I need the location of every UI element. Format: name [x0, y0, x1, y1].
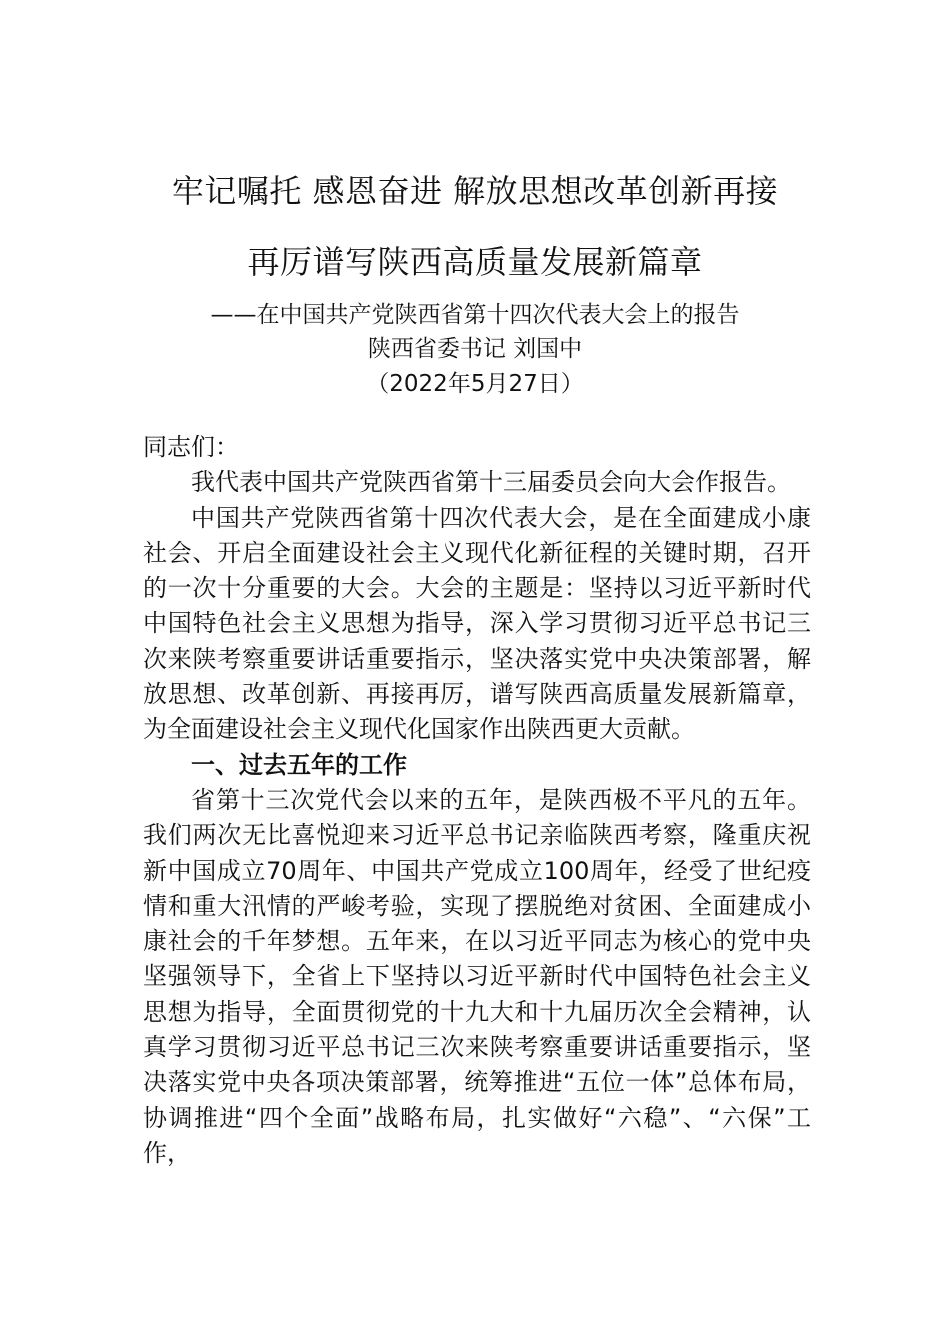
salutation: 同志们：: [143, 433, 239, 461]
date-line: （2022年5月27日）: [366, 371, 584, 397]
paragraph-2: 中国共产党陕西省第十四次代表大会，是在全面建成小康社会、开启全面建设社会主义现代化新征程的关键时期，召开的一次十分重要的大会。大会的主题是：坚持以习近平新时代中国特色社会主义思想为指导，深入学习贯彻习近平总书记三次来陕考察重要讲话重要指示，坚决落实党中央决策部署，解放思想、改革创新、再接再厉，谱写陕西高质量发展新篇章，为全面建设社会主义现代化国家作出陕西更大贡献。: [143, 503, 811, 744]
title-line-2: 再厉谱写陕西高质量发展新篇章: [247, 243, 703, 281]
title-line-1: 牢记嘱托 感恩奋进 解放思想改革创新再接: [171, 172, 779, 210]
paragraph-1: 我代表中国共产党陕西省第十三届委员会向大会作报告。: [191, 468, 791, 497]
subtitle: ——在中国共产党陕西省第十四次代表大会上的报告: [210, 302, 740, 328]
section-paragraph: 省第十三次党代会以来的五年，是陕西极不平凡的五年。我们两次无比喜悦迎来习近平总书记亲临陕西考察，隆重庆祝新中国成立70周年、中国共产党成立100周年，经受了世纪疫情和重大汛情的严峻考验，实现了摆脱绝对贫困、全面建成小康社会的千年梦想。五年来，在以习近平同志为核心的党中央坚强领导下，全省上下坚持以习近平新时代中国特色社会主义思想为指导，全面贯彻党的十九大和十九届历次全会精神，认真学习贯彻习近平总书记三次来陕考察重要讲话重要指示，坚决落实党中央各项决策部署，统筹推进“五位一体”总体布局，协调推进“四个全面”战略布局，扎实做好“六稳”、“六保”工作，: [143, 785, 811, 1167]
report-body: [143, 430, 811, 1171]
section-heading: 一、过去五年的工作: [191, 750, 407, 779]
author-line: 陕西省委书记 刘国中: [367, 336, 583, 362]
